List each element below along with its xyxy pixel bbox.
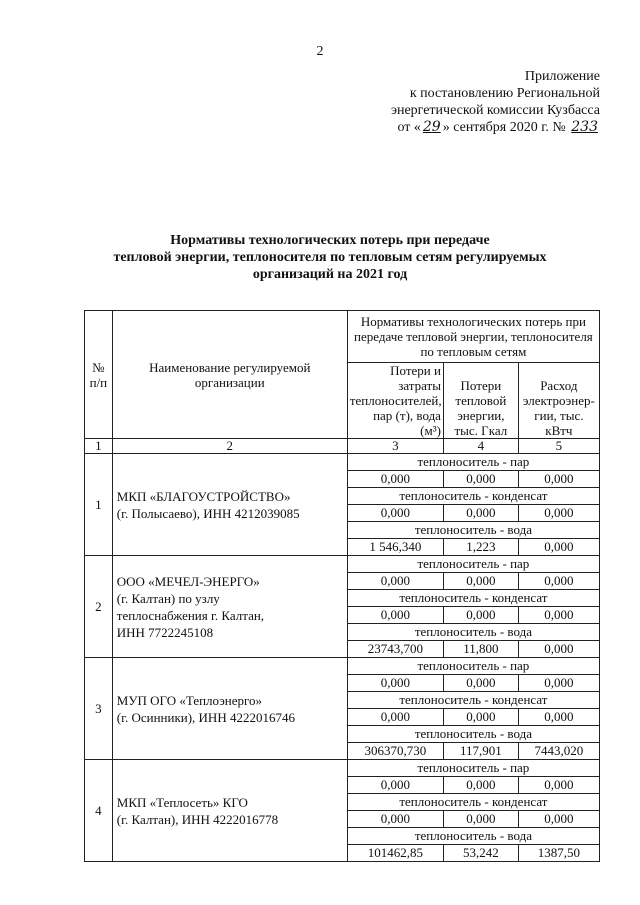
value-cell: 0,000 [347, 573, 443, 590]
value-cell: 0,000 [443, 675, 518, 692]
value-cell: 0,000 [443, 471, 518, 488]
value-cell: 0,000 [347, 471, 443, 488]
header-num: № п/п [85, 311, 113, 439]
org-name-line: теплоснабжения г. Калтан, [116, 607, 265, 623]
value-cell: 0,000 [518, 573, 599, 590]
table-body [85, 454, 600, 862]
header-col4: Потери тепловой энергии, тыс. Гкал [443, 363, 518, 439]
handwritten-day: 29 [422, 119, 441, 135]
org-name-line: ИНН 7722245108 [116, 624, 214, 640]
category-label-condensate: теплоноситель - конденсат [347, 692, 599, 709]
category-row [85, 454, 600, 471]
value-cell: 1,223 [443, 539, 518, 556]
col-number: 1 [85, 439, 113, 454]
category-row [85, 658, 600, 675]
value-cell: 0,000 [518, 675, 599, 692]
value-cell: 0,000 [518, 471, 599, 488]
norms-table [84, 310, 600, 862]
value-cell: 11,800 [443, 641, 518, 658]
org-name [112, 454, 347, 556]
value-cell: 0,000 [518, 607, 599, 624]
value-cell: 0,000 [443, 505, 518, 522]
row-number: 4 [85, 760, 113, 862]
col-number: 2 [112, 439, 347, 454]
value-cell: 0,000 [443, 777, 518, 794]
value-cell: 0,000 [443, 811, 518, 828]
value-cell: 117,901 [443, 743, 518, 760]
value-cell: 0,000 [443, 573, 518, 590]
category-label-water: теплоноситель - вода [347, 522, 599, 539]
appendix-block [360, 68, 600, 136]
category-label-water: теплоноситель - вода [347, 828, 599, 845]
value-cell: 0,000 [347, 709, 443, 726]
value-cell: 1 546,340 [347, 539, 443, 556]
header-org: Наименование регулируемой организации [112, 311, 347, 439]
category-label-steam: теплоноситель - пар [347, 454, 599, 471]
value-cell: 0,000 [443, 709, 518, 726]
appendix-line-1: Приложение [524, 69, 600, 84]
category-label-condensate: теплоноситель - конденсат [347, 488, 599, 505]
appendix-line-2: к постановлению Региональной [409, 86, 600, 101]
handwritten-number: 233 [571, 119, 598, 135]
org-name-line: (г. Калтан), ИНН 4222016778 [116, 811, 279, 827]
org-name-line: ООО «МЕЧЕЛ-ЭНЕРГО» [116, 573, 260, 589]
col-number: 5 [518, 439, 599, 454]
col-number: 3 [347, 439, 443, 454]
value-cell: 1387,50 [518, 845, 599, 862]
row-number: 1 [85, 454, 113, 556]
value-cell: 7443,020 [518, 743, 599, 760]
row-number: 3 [85, 658, 113, 760]
org-name-line: МКП «БЛАГОУСТРОЙСТВО» [116, 488, 291, 504]
value-cell: 101462,85 [347, 845, 443, 862]
category-row [85, 556, 600, 573]
value-cell: 23743,700 [347, 641, 443, 658]
document-title [80, 232, 580, 283]
org-name-line: (г. Осинники), ИНН 4222016746 [116, 709, 295, 725]
header-col5: Расход электроэнер-гии, тыс. кВтч [518, 363, 599, 439]
value-cell: 0,000 [347, 607, 443, 624]
appendix-date-line [360, 119, 600, 136]
category-label-water: теплоноситель - вода [347, 624, 599, 641]
org-name [112, 556, 347, 658]
category-row [85, 760, 600, 777]
title-line-1: Нормативы технологических потерь при передаче [170, 233, 490, 248]
org-name-line: (г. Полысаево), ИНН 4212039085 [116, 505, 300, 521]
value-cell: 0,000 [518, 539, 599, 556]
value-cell: 0,000 [347, 505, 443, 522]
category-label-steam: теплоноситель - пар [347, 658, 599, 675]
category-label-condensate: теплоноситель - конденсат [347, 794, 599, 811]
date-prefix: от « [397, 120, 421, 135]
category-label-water: теплоноситель - вода [347, 726, 599, 743]
value-cell: 0,000 [443, 607, 518, 624]
value-cell: 0,000 [347, 777, 443, 794]
col-number: 4 [443, 439, 518, 454]
title-line-2: тепловой энергии, теплоносителя по тепловым сетям регулируемых [113, 250, 547, 265]
value-cell: 306370,730 [347, 743, 443, 760]
value-cell: 0,000 [347, 811, 443, 828]
value-cell: 53,242 [443, 845, 518, 862]
page-number: 2 [316, 44, 324, 59]
value-cell: 0,000 [518, 811, 599, 828]
value-cell: 0,000 [518, 641, 599, 658]
appendix-line-3: энергетической комиссии Кузбасса [390, 103, 600, 118]
category-label-steam: теплоноситель - пар [347, 556, 599, 573]
value-cell: 0,000 [347, 675, 443, 692]
org-name-line: (г. Калтан) по узлу [116, 590, 220, 606]
category-label-condensate: теплоноситель - конденсат [347, 590, 599, 607]
category-label-steam: теплоноситель - пар [347, 760, 599, 777]
value-cell: 0,000 [518, 709, 599, 726]
header-col3: Потери и затраты теплоносителей, пар (т), вода (м³) [347, 363, 443, 439]
date-mid: » сентября 2020 г. № [442, 120, 566, 135]
org-name [112, 760, 347, 862]
org-name-line: МКП «Теплосеть» КГО [116, 794, 248, 810]
org-name-line: МУП ОГО «Теплоэнерго» [116, 692, 263, 708]
row-number: 2 [85, 556, 113, 658]
value-cell: 0,000 [518, 505, 599, 522]
org-name [112, 658, 347, 760]
value-cell: 0,000 [518, 777, 599, 794]
header-group: Нормативы технологических потерь при передаче тепловой энергии, теплоносителя по тепловым сетям [347, 311, 599, 363]
title-line-3: организаций на 2021 год [252, 267, 408, 282]
